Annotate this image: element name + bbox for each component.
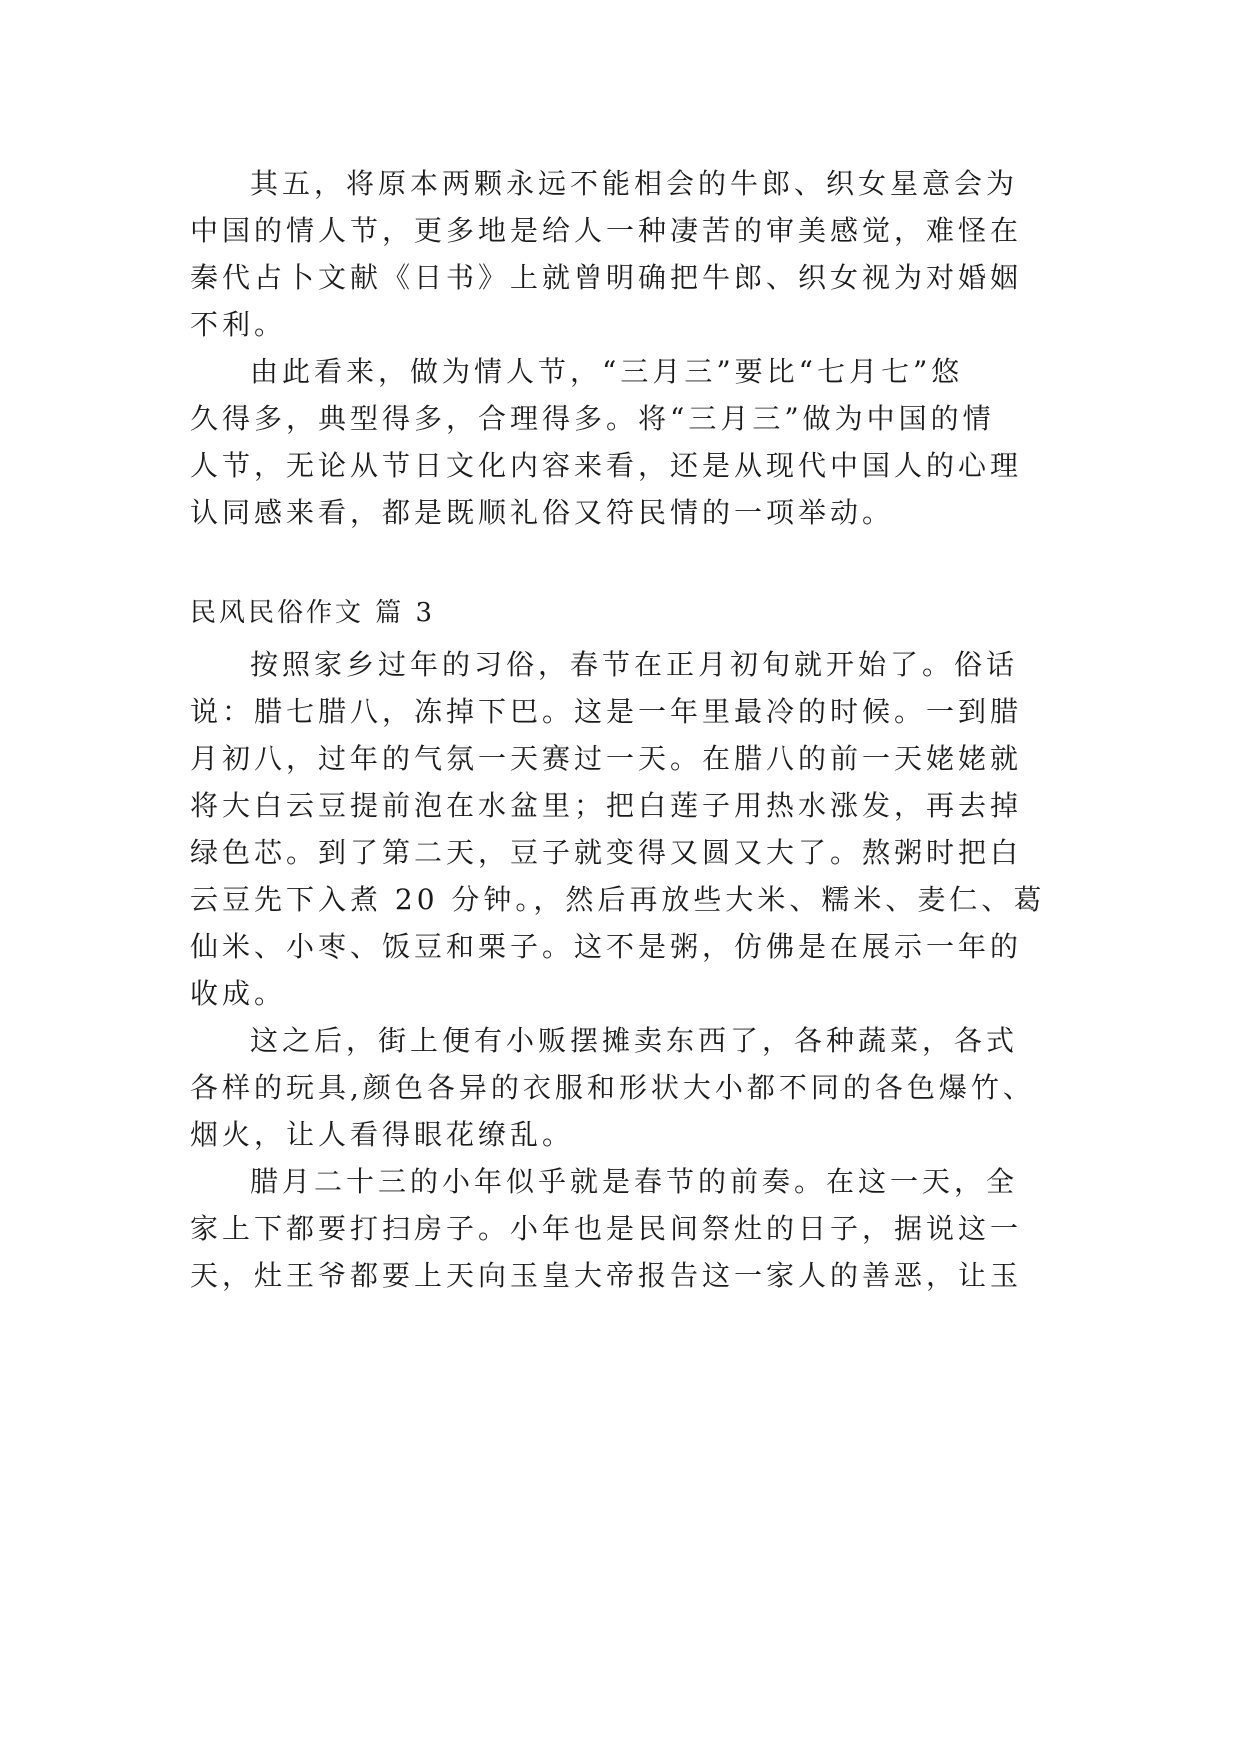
text-line: 月初八，过年的气氛一天赛过一天。在腊八的前一天姥姥就: [190, 742, 1023, 775]
text-line: 秦代占卜文献《日书》上就曾明确把牛郎、织女视为对婚姻: [190, 261, 1023, 294]
text-line: 将大白云豆提前泡在水盆里；把白莲子用热水涨发，再去掉: [190, 789, 1023, 822]
text-line: 各样的玩具,颜色各异的衣服和形状大小都不同的各色爆竹、: [190, 1071, 1035, 1104]
text-line: 这之后，街上便有小贩摆摊卖东西了，各种蔬菜，各式: [250, 1024, 1019, 1057]
paragraph-conclusion: [190, 348, 1050, 536]
text-line: 久得多，典型得多，合理得多。将“三月三”做为中国的情: [190, 402, 995, 435]
text-line: 收成。: [190, 977, 287, 1010]
text-line: 其五，将原本两颗永远不能相会的牛郎、织女星意会为: [250, 167, 1019, 200]
paragraph-spring-festival: [190, 641, 1050, 1017]
text-line: 烟火，让人看得眼花缭乱。: [190, 1118, 575, 1151]
document-page: [190, 160, 1050, 1299]
text-line: 不利。: [190, 308, 287, 341]
text-line: 腊月二十三的小年似乎就是春节的前奏。在这一天，全: [250, 1165, 1019, 1198]
text-line: 认同感来看，都是既顺礼俗又符民情的一项举动。: [190, 496, 895, 529]
paragraph-street-vendors: [190, 1017, 1050, 1158]
section-heading: 民风民俗作文 篇 3: [190, 598, 436, 628]
paragraph-qiwu: [190, 160, 1050, 348]
paragraph-little-new-year: [190, 1158, 1050, 1299]
text-line: 中国的情人节，更多地是给人一种凄苦的审美感觉，难怪在: [190, 214, 1023, 247]
text-line: 由此看来，做为情人节，“三月三”要比“七月七”悠: [250, 355, 964, 388]
section-spacer: [190, 536, 1050, 590]
text-line: 按照家乡过年的习俗，春节在正月初旬就开始了。俗话: [250, 648, 1019, 681]
text-line: 人节，无论从节日文化内容来看，还是从现代中国人的心理: [190, 449, 1023, 482]
text-line: 云豆先下入煮 20 分钟。，然后再放些大米、糯米、麦仁、葛: [190, 883, 1046, 916]
text-line: 仙米、小枣、饭豆和栗子。这不是粥，仿佛是在展示一年的: [190, 930, 1023, 963]
text-line: 天，灶王爷都要上天向玉皇大帝报告这一家人的善恶，让玉: [190, 1259, 1023, 1292]
text-line: 绿色芯。到了第二天，豆子就变得又圆又大了。熬粥时把白: [190, 836, 1023, 869]
text-line: 家上下都要打扫房子。小年也是民间祭灶的日子，据说这一: [190, 1212, 1023, 1245]
text-line: 说：腊七腊八，冻掉下巴。这是一年里最冷的时候。一到腊: [190, 695, 1023, 728]
